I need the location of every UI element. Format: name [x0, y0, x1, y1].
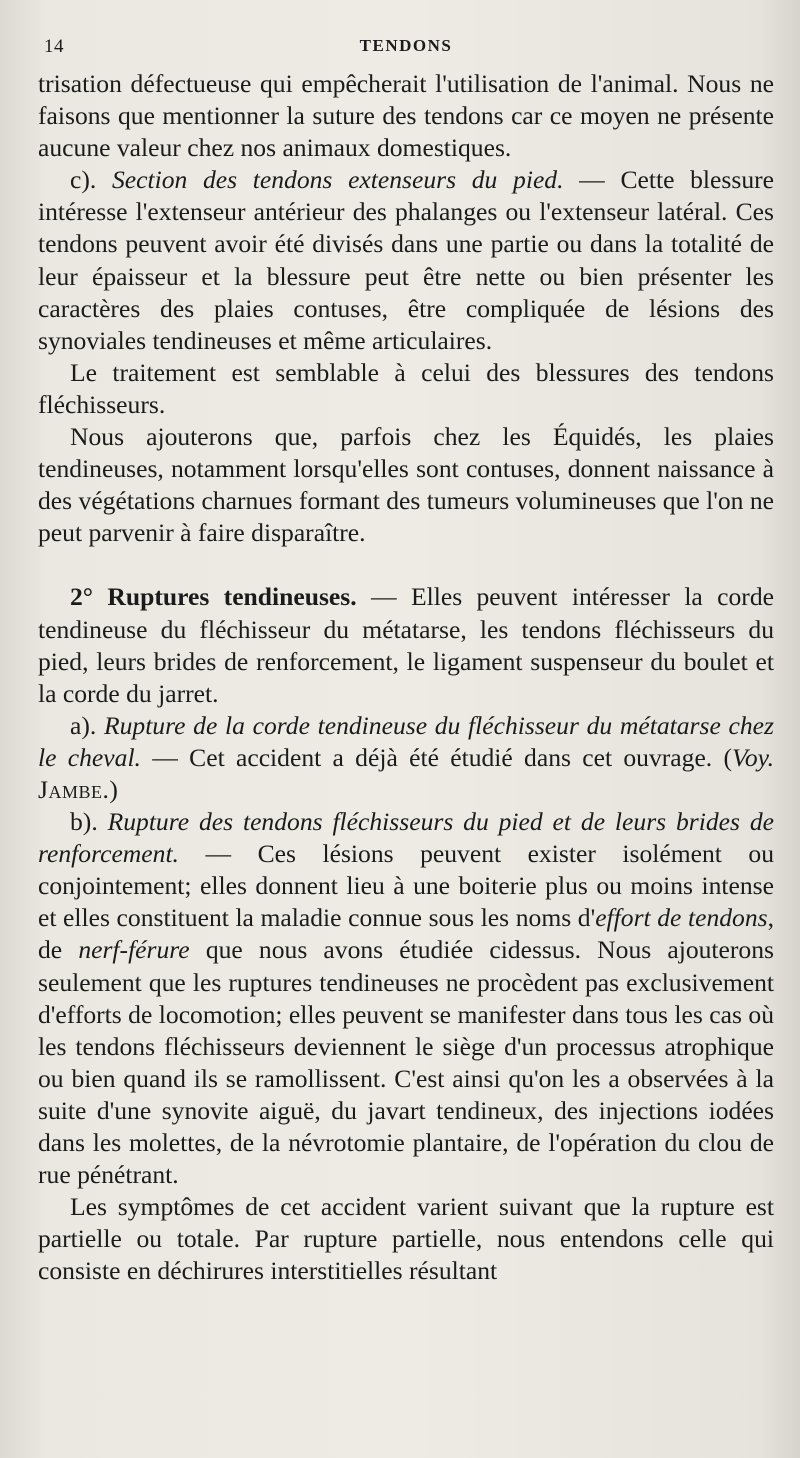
paragraph-section-b [38, 806, 774, 1191]
section-b-title: Rupture des tendons fléchisseurs du pied et de leurs brides de renforcement. [38, 807, 774, 869]
running-head [38, 30, 774, 64]
section-b-text-2: , de [38, 903, 774, 965]
section-c-title: Section des tendons extenseurs du pied. [111, 165, 564, 195]
section-a-close: ) [109, 774, 118, 804]
paragraph-continued: trisation défectueuse qui empêcherait l'utilisation de l'animal. Nous ne faisons que mentionner la suture des tendons car ce moyen ne présente aucune valeur chez nos animaux domestiques. [38, 69, 774, 163]
section-c-text: — Cette blessure intéresse l'extenseur antérieur des phalanges ou l'extenseur latéral. Ces tendons peuvent avoir été divisés dans une partie ou dans la totalité de leur épaisseur et la blessure peut être nette ou bien présenter les caractères des plaies contuses, être compliquée de lésions des synoviales tendineuses et même articulaires. [38, 165, 775, 355]
section-a-label: a). [70, 710, 97, 740]
ruptures-heading: 2° Ruptures tendineuses. [70, 582, 357, 612]
section-a-title: Rupture de la corde tendineuse du fléchisseur du métatarse chez le cheval. [38, 710, 774, 772]
cross-reference: Jambe. [38, 774, 110, 804]
section-b-label: b). [70, 807, 98, 837]
voy-abbrev: Voy. [732, 742, 774, 772]
paragraph-equides: Nous ajouterons que, parfois chez les Équidés, les plaies tendineuses, notamment lorsqu'elles sont contuses, donnent naissance à des végétations charnues formant des tumeurs volumineuses que l'on ne peut parvenir à faire disparaître. [38, 422, 774, 548]
paragraph-traitement: Le traitement est semblable à celui des blessures des tendons fléchisseurs. [38, 357, 774, 419]
section-c-label: c). [70, 165, 97, 195]
section-gap [38, 549, 774, 581]
paragraph-ruptures [38, 581, 774, 709]
paragraph-symptomes: Les symptômes de cet accident varient suivant que la rupture est partielle ou totale. Par rupture partielle, nous entendons celle qui consiste en déchirures interstitielles résultant [38, 1192, 774, 1286]
paragraph-section-a [38, 710, 774, 806]
section-b-text-1: — Ces lésions peuvent exister isolément ou conjointement; elles donnent lieu à une boiterie plus ou moins intense et elles constituent la maladie connue sous les noms d' [38, 839, 774, 933]
section-a-text: — Cet accident a déjà été étudié dans cet ouvrage. ( [140, 742, 733, 772]
term-effort-de-tendons: effort de tendons [595, 903, 768, 933]
page-number: 14 [44, 36, 64, 57]
ruptures-text: — Elles peuvent intéresser la corde tendineuse du fléchisseur du métatarse, les tendons fléchisseurs du pied, leurs brides de renforcement, le ligament suspenseur du boulet et la corde du jarret. [38, 582, 774, 708]
term-nerf-ferure: nerf-férure [78, 935, 190, 965]
running-title: TENDONS [359, 36, 453, 55]
body-text [38, 68, 774, 1287]
section-b-text-3: que nous avons étudiée cidessus. Nous ajouterons seulement que les ruptures tendineuses ne procèdent pas exclusivement d'efforts de locomotion; elles peuvent se manifester dans tous les cas où les tendons fléchisseurs deviennent le siège d'un processus atrophique ou bien quand ils se ramollissent. C'est ainsi qu'on les a observées à la suite d'une synovite aiguë, du javart tendineux, des injections iodées dans les molettes, de la névrotomie plantaire, de l'opération du clou de rue pénétrant. [38, 935, 774, 1190]
paragraph-section-c [38, 164, 774, 357]
